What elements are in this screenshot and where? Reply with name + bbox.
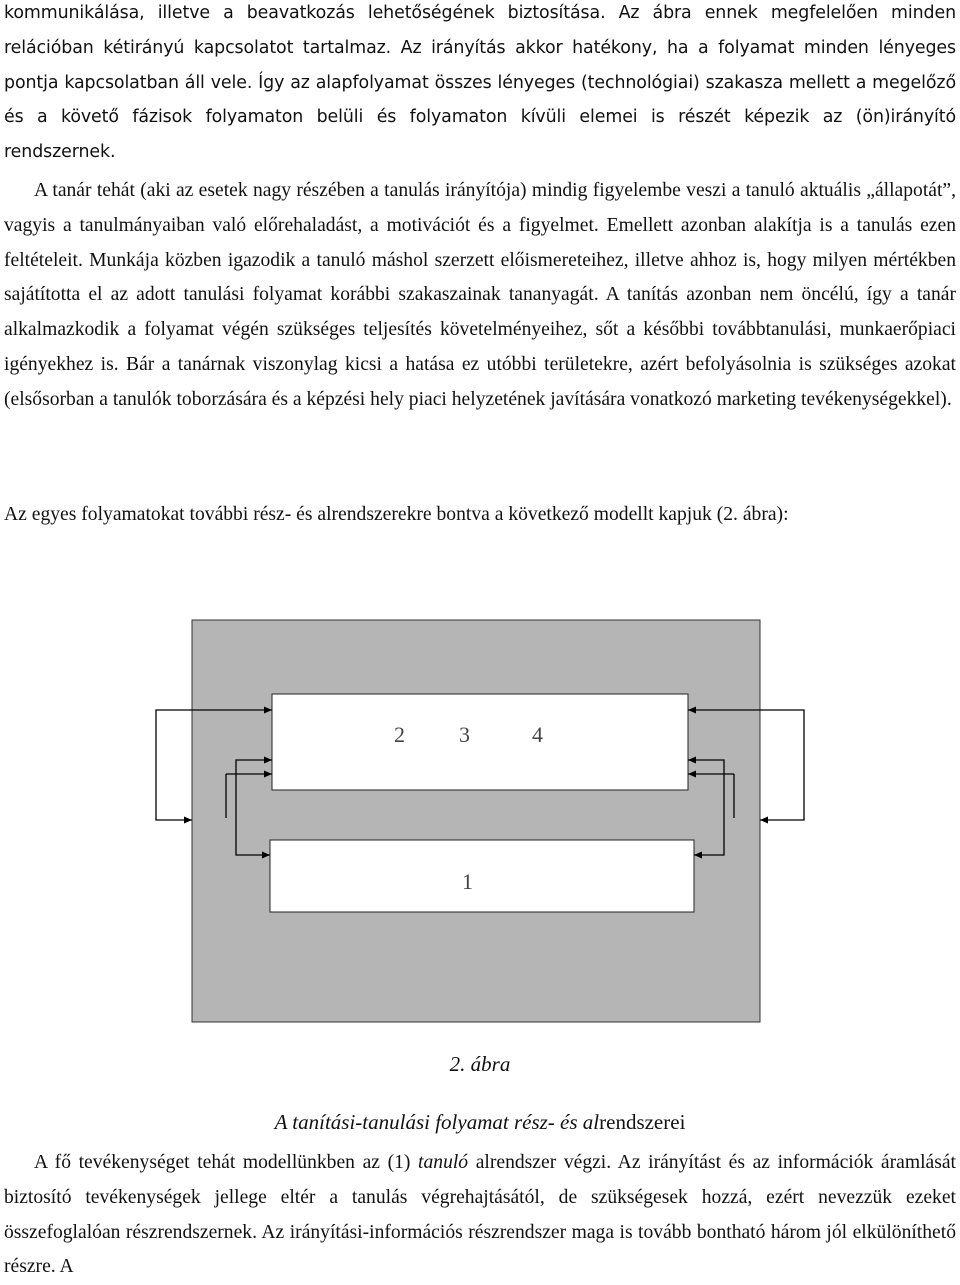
subsystem-diagram: [0, 590, 960, 1030]
figure-number-text: 2. ábra: [449, 1052, 511, 1076]
diagram-background: [192, 620, 760, 1022]
figure-number: [0, 1052, 960, 1077]
paragraph-4-italic: tanuló: [418, 1152, 469, 1173]
paragraph-1: kommunikálása, illetve a beavatkozás lehetőségének biztosítása. Az ábra ennek megfelelően minden relációban kétirányú kapcsolatot tartalmaz. Az irányítás akkor hatékony, ha a folyamat minden lényeges pontja kapcsolatban áll vele. Így az alapfolyamat összes lényeges (technológiai) szakasza mellett a megelőző és a követő fázisok folyamaton belüli és folyamaton kívüli elemei is részét képezik az (ön)irányító rendszernek.: [4, 3, 956, 163]
figure-title-regular: rendszerei: [599, 1110, 686, 1134]
paragraph-4-part-2: alrendszer végzi. Az irányítást és az információk áramlását biztosító tevékenységek jellege eltér a tanulás végrehajtásától, de szükségesek hozzá, ezért nevezzük ezeket összefoglalóan részrendszernek. Az irányítási-információs részrendszer maga is tovább bontható három jól elkülöníthető részre. A: [4, 1152, 956, 1278]
figure-title-italic: A tanítási-tanulási folyamat rész- és al: [274, 1110, 600, 1134]
figure-title: [0, 1110, 960, 1135]
label-1: 1: [462, 869, 473, 894]
paragraph-2: A tanár tehát (aki az esetek nagy részében a tanulás irányítója) mindig figyelembe veszi a tanuló aktuális „állapotát”, vagyis a tanulmányaiban való előrehaladást, a motivációt és a figyelmet. Emellett azonban alakítja is a tanulás ezen feltételeit. Munkája közben igazodik a tanuló máshol szerzett előismereteihez, illetve ahhoz is, hogy milyen mértékben sajátította el az adott tanulási folyamat korábbi szakaszainak tananyagát. A tanítás azonban nem öncélú, így a tanár alkalmazkodik a folyamat végén szükséges teljesítés követelményeihez, sőt a későbbi továbbtanulási, munkaerőpiaci igényekhez is. Bár a tanárnak viszonylag kicsi a hatása ez utóbbi területekre, azért befolyásolnia is szükséges azokat (elsősorban a tanulók toborzására és a képzési hely piaci helyzetének javítására vonatkozó marketing tevékenységekkel).: [4, 180, 956, 410]
paragraph-4-part-1: A fő tevékenységet tehát modellünkben az (1): [34, 1152, 419, 1173]
paragraph-4: [4, 1146, 956, 1285]
label-3: 3: [459, 722, 470, 747]
upper-subsystem-box: [272, 694, 688, 790]
label-2: 2: [394, 722, 405, 747]
label-4: 4: [532, 722, 543, 747]
paragraph-3: Az egyes folyamatokat további rész- és alrendszerekre bontva a következő modellt kapjuk (2. ábra):: [4, 504, 789, 525]
lower-subsystem-box: [270, 840, 694, 912]
